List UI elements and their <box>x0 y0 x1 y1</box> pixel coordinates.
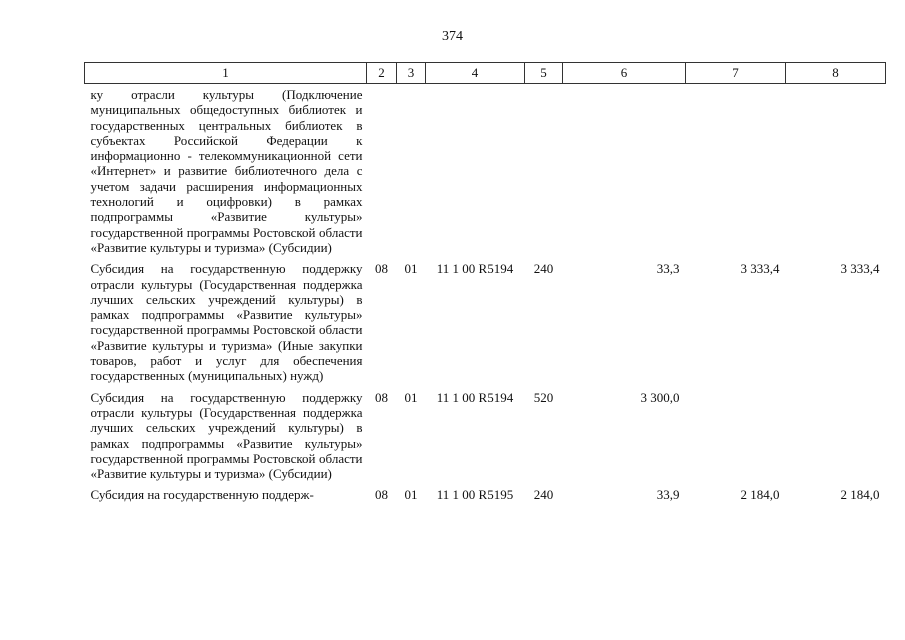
column-header: 4 <box>426 63 525 84</box>
subsection-code: 01 <box>404 389 418 405</box>
amount-col-8: 3 333,4 <box>840 261 880 277</box>
column-header: 8 <box>786 63 886 84</box>
expense-type-code <box>525 84 563 256</box>
page-number: 374 <box>442 29 463 44</box>
column-header: 7 <box>686 63 786 84</box>
table-row <box>85 84 886 256</box>
section-code: 08 <box>375 261 388 277</box>
column-header: 3 <box>397 63 426 84</box>
section-code: 08 <box>375 487 388 503</box>
item-name: Субсидия на государственную поддерж- <box>90 487 314 503</box>
amount-col-8 <box>786 384 886 482</box>
column-header: 2 <box>367 63 397 84</box>
column-header: 1 <box>85 63 367 84</box>
amount-col-6: 33,9 <box>656 487 680 503</box>
amount-col-6: 3 300,0 <box>640 389 680 405</box>
amount-col-6: 33,3 <box>656 261 680 277</box>
target-article-code: 11 1 00 R5194 <box>436 389 514 405</box>
header-row <box>85 63 886 84</box>
table-row <box>85 384 886 482</box>
expense-type-code: 520 <box>533 389 554 405</box>
budget-table <box>84 62 886 503</box>
amount-col-7 <box>686 384 786 482</box>
item-name: ку отрасли культуры (Подключение муниципальных общедоступных библиотек и государственных центральных библиотек в субъектах Российской Федерации к информационно - телекоммуникационной сети «Интернет» и развитие библиотечного дела с учетом задачи расширения информационных технологий и оцифровки) в рамках подпрограммы «Развитие культуры» государственной программы Ростовской области «Развитие культуры и туризма» (Субсидии) <box>90 87 363 255</box>
table-row <box>85 481 886 502</box>
expense-type-code: 240 <box>533 487 554 503</box>
subsection-code: 01 <box>404 487 418 503</box>
target-article-code: 11 1 00 R5195 <box>436 487 514 503</box>
target-article-code: 11 1 00 R5194 <box>436 261 514 277</box>
table-row <box>85 255 886 383</box>
amount-col-7: 2 184,0 <box>740 487 780 503</box>
subsection-code: 01 <box>404 261 418 277</box>
amount-col-8 <box>786 84 886 256</box>
column-header: 6 <box>563 63 686 84</box>
target-article-code <box>426 84 525 256</box>
amount-col-8: 2 184,0 <box>840 487 880 503</box>
section-code <box>367 84 397 256</box>
item-name: Субсидия на государственную поддержку отрасли культуры (Государственная поддержка лучших сельских учреждений культуры) в рамках подпрограммы «Развитие культуры» государственной программы Ростовской области «Развитие культуры и туризма» (Иные закупки товаров, работ и услуг для обеспечения государственных (муниципальных) нужд) <box>90 261 363 384</box>
subsection-code <box>397 84 426 256</box>
section-code: 08 <box>375 389 388 405</box>
item-name: Субсидия на государственную поддержку отрасли культуры (Государственная поддержка лучших сельских учреждений культуры) в рамках подпрограммы «Развитие культуры» государственной программы Ростовской области «Развитие культуры и туризма» (Субсидии) <box>90 389 363 482</box>
amount-col-7 <box>686 84 786 256</box>
expense-type-code: 240 <box>533 261 554 277</box>
amount-col-6 <box>563 84 686 256</box>
column-header: 5 <box>525 63 563 84</box>
amount-col-7: 3 333,4 <box>740 261 780 277</box>
